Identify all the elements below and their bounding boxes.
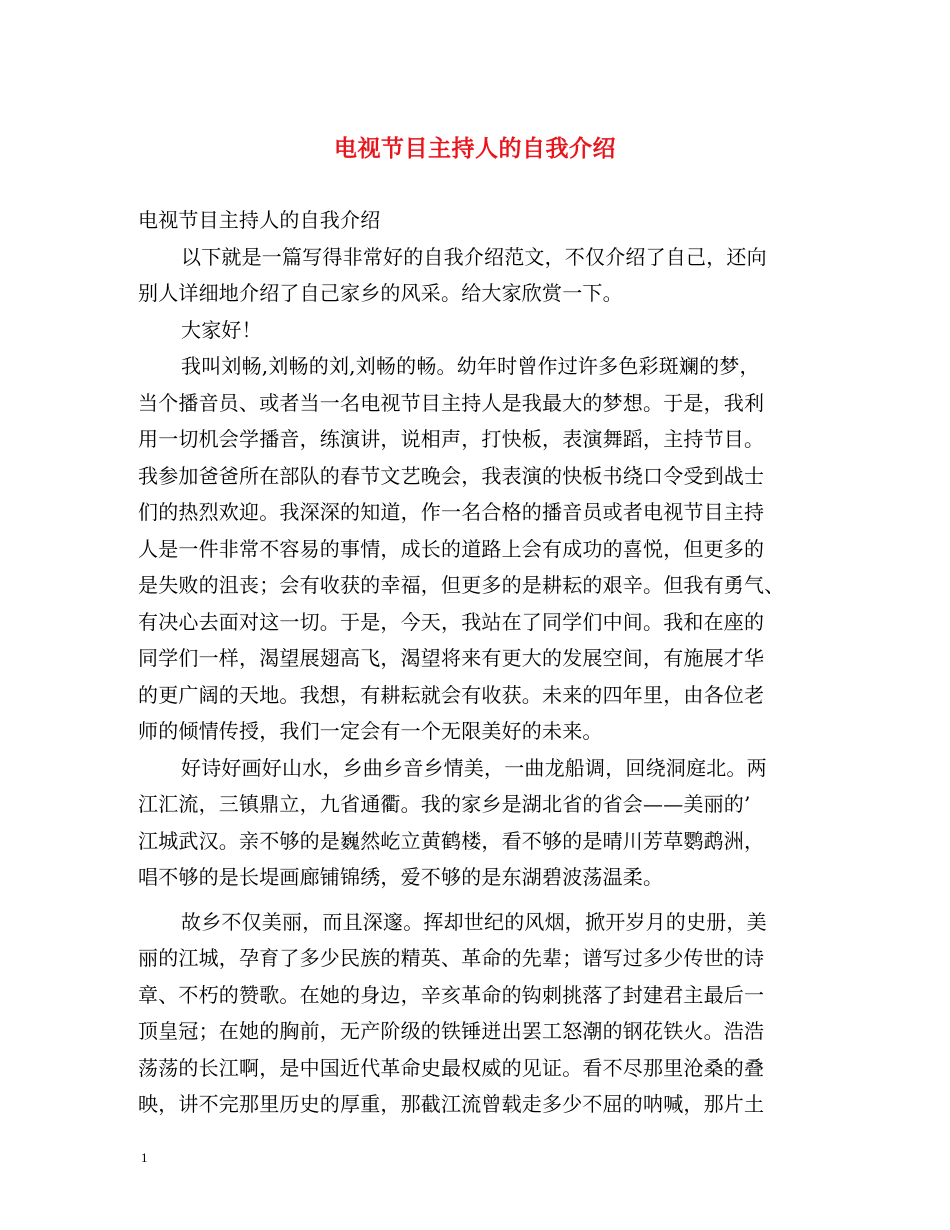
subtitle-line: 电视节目主持人的自我介绍 bbox=[138, 208, 381, 232]
paragraph-line: 丽的江城，孕育了多少民族的精英、革命的先辈；谱写过多少传世的诗 bbox=[138, 946, 765, 970]
paragraph-line: 唱不够的是长堤画廊铺锦绣，爱不够的是东湖碧波荡温柔。 bbox=[138, 865, 664, 889]
paragraph-line: 是失败的沮丧；会有收获的幸福，但更多的是耕耘的艰辛。但我有勇气、 bbox=[138, 573, 785, 597]
paragraph-line: 用一切机会学播音，练演讲，说相声，打快板，表演舞蹈，主持节目。 bbox=[138, 427, 765, 451]
document-title: 电视节目主持人的自我介绍 bbox=[334, 135, 616, 162]
paragraph-line: 师的倾情传授，我们一定会有一个无限美好的未来。 bbox=[138, 719, 603, 743]
paragraph-line: 我参加爸爸所在部队的春节文艺晚会，我表演的快板书绕口令受到战士 bbox=[138, 463, 765, 488]
paragraph-line: 别人详细地介绍了自己家乡的风采。给大家欣赏一下。 bbox=[138, 281, 623, 305]
page-number: 1 bbox=[141, 1150, 148, 1165]
paragraph-line: 江城武汉。亲不够的是巍然屹立黄鹤楼，看不够的是晴川芳草鹦鹉洲， bbox=[138, 828, 765, 853]
paragraph-line: 我叫刘畅,刘畅的刘,刘畅的畅。幼年时曾作过许多色彩斑斓的梦， bbox=[181, 354, 760, 378]
paragraph-line: 以下就是一篇写得非常好的自我介绍范文，不仅介绍了自己，还向 bbox=[181, 244, 767, 269]
paragraph-line: 好诗好画好山水，乡曲乡音乡情美，一曲龙船调，回绕洞庭北。两 bbox=[181, 755, 767, 780]
paragraph-line: 有决心去面对这一切。于是，今天，我站在了同学们中间。我和在座的 bbox=[138, 609, 765, 634]
paragraph-line: 同学们一样，渴望展翅高飞，渴望将来有更大的发展空间，有施展才华 bbox=[138, 646, 765, 670]
paragraph-line: 的更广阔的天地。我想，有耕耘就会有收获。未来的四年里，由各位老 bbox=[138, 682, 765, 707]
paragraph-line: 当个播音员、或者当一名电视节目主持人是我最大的梦想。于是，我利 bbox=[138, 390, 765, 415]
paragraph-line: 荡荡的长江啊，是中国近代革命史最权威的见证。看不尽那里沧桑的叠 bbox=[138, 1055, 765, 1080]
paragraph-line: 顶皇冠；在她的胸前，无产阶级的铁锤迸出罢工怒潮的钢花铁火。浩浩 bbox=[138, 1019, 765, 1043]
paragraph-line: 人是一件非常不容易的事情，成长的道路上会有成功的喜悦，但更多的 bbox=[138, 536, 765, 561]
paragraph-line: 大家好！ bbox=[181, 317, 262, 342]
document-body bbox=[138, 202, 818, 1123]
paragraph-line: 章、不朽的赞歌。在她的身边，辛亥革命的钩刺挑落了封建君主最后一 bbox=[138, 982, 765, 1007]
paragraph-line: 映，讲不完那里历史的厚重，那截江流曾载走多少不屈的呐喊，那片土 bbox=[138, 1092, 765, 1116]
paragraph-line: 江汇流，三镇鼎立，九省通衢。我的家乡是湖北省的省会——美丽的’ bbox=[138, 792, 751, 816]
paragraph-line: 故乡不仅美丽，而且深邃。挥却世纪的风烟，掀开岁月的史册，美 bbox=[181, 909, 767, 934]
paragraph-line: 们的热烈欢迎。我深深的知道，作一名合格的播音员或者电视节目主持 bbox=[138, 500, 765, 524]
